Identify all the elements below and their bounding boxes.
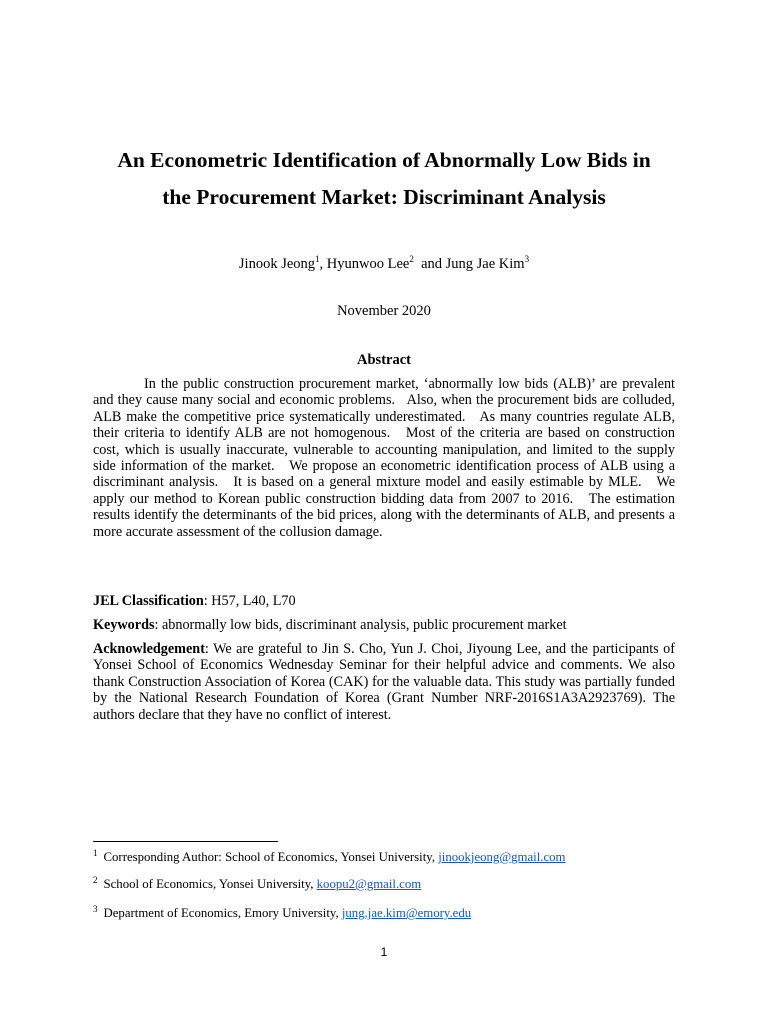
acknowledgement-text: : We are grateful to Jin S. Cho, Yun J. Choi, Jiyoung Lee, and the participants of Yonsei School of Economics Wednesday Seminar for their helpful advice and comments. We also thank Construction Association of Korea (CAK) for the valuable data. This study was partially funded by the National Research Foundation of Korea (Grant Number NRF-2016S1A3A2923769). The authors declare that they have no conflict of interest. bbox=[93, 641, 675, 723]
author-separator: and bbox=[413, 256, 446, 272]
jel-classification bbox=[93, 593, 675, 609]
footnote-marker: 2 bbox=[409, 254, 414, 265]
title-line-1: An Econometric Identification of Abnormally Low Bids in bbox=[117, 148, 651, 172]
footnote-number: 2 bbox=[93, 874, 98, 885]
author-name: Jung Jae Kim bbox=[445, 256, 525, 272]
page-number: 1 bbox=[380, 945, 388, 959]
jel-label: JEL Classification bbox=[93, 593, 204, 609]
paper-date: November 2020 bbox=[337, 303, 431, 319]
paper-title bbox=[60, 142, 708, 216]
abstract-text: In the public construction procurement market, ‘abnormally low bids (ALB)’ are prevalent and they cause many social and economic problems. Also, when the procurement bids are colluded, ALB make the competitive price systematically underestimated. As many countries regulate ALB, their criteria to identify ALB are not homogenous. Most of the criteria are based on construction cost, which is usually inaccurate, vulnerable to accounting manipulation, and limited to the supply side information of the market. We propose an econometric identification process of ALB using a discriminant analysis. It is based on a general mixture model and easily estimable by MLE. We apply our method to Korean public construction bidding data from 2007 to 2016. The estimation results identify the determinants of the bid prices, along with the determinants of ALB, and presents a more accurate assessment of the collusion damage. bbox=[93, 376, 679, 540]
footnote-marker: 1 bbox=[315, 254, 320, 265]
keywords bbox=[93, 617, 675, 633]
email-link[interactable]: jinookjeong@gmail.com bbox=[438, 850, 566, 864]
acknowledgement-label: Acknowledgement bbox=[93, 641, 205, 657]
footnote-text: Department of Economics, Emory University, bbox=[103, 906, 342, 920]
email-link[interactable]: koopu2@gmail.com bbox=[316, 877, 422, 891]
footnote-number: 3 bbox=[93, 903, 98, 914]
footnote-1 bbox=[93, 847, 566, 865]
footnote-2 bbox=[93, 874, 422, 892]
abstract-heading: Abstract bbox=[357, 352, 411, 368]
author-name: Hyunwoo Lee bbox=[326, 256, 410, 272]
jel-codes: : H57, L40, L70 bbox=[203, 593, 296, 609]
author-separator: , bbox=[319, 256, 327, 272]
author-name: Jinook Jeong bbox=[238, 256, 316, 272]
footnote-marker: 3 bbox=[524, 254, 530, 265]
footnote-divider bbox=[93, 841, 278, 842]
footnote-text: School of Economics, Yonsei University, bbox=[103, 877, 317, 891]
keywords-label: Keywords bbox=[93, 617, 155, 633]
title-line-2: the Procurement Market: Discriminant Analysis bbox=[162, 185, 606, 209]
email-link[interactable]: jung.jae.kim@emory.edu bbox=[341, 906, 472, 920]
author-list bbox=[0, 256, 768, 273]
keywords-list: : abnormally low bids, discriminant analysis, public procurement market bbox=[154, 617, 567, 633]
footnote-text: Corresponding Author: School of Economics, Yonsei University, bbox=[103, 850, 439, 864]
footnote-3 bbox=[93, 903, 472, 921]
acknowledgement bbox=[93, 641, 675, 723]
footnote-number: 1 bbox=[93, 847, 98, 858]
